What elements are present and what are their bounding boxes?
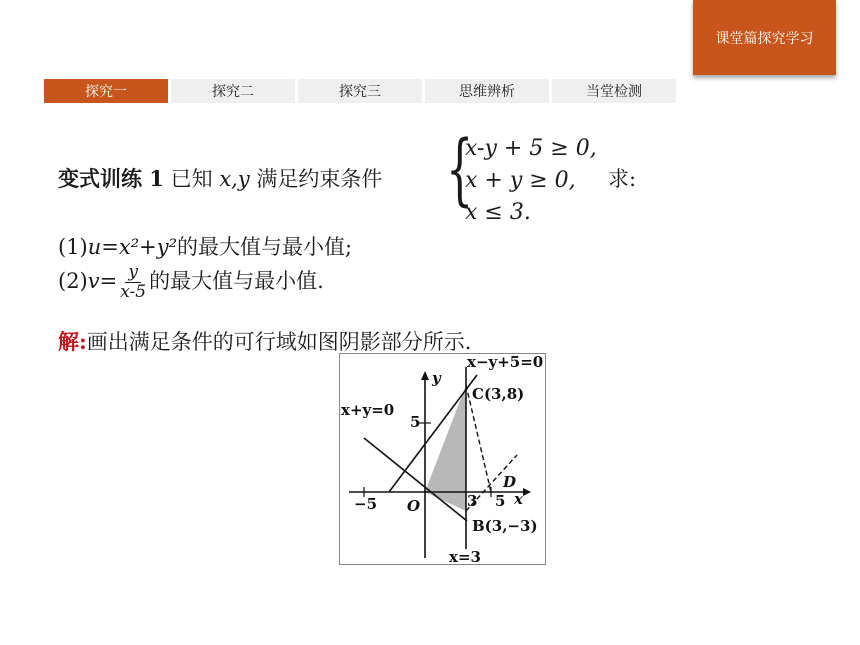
intro-vars: x,y [219,167,250,191]
q2-denominator: x-5 [120,282,147,302]
constraint-3: x ≤ 3. [465,200,531,225]
tab-reasoning[interactable]: 思维辨析 [425,79,549,103]
tab-explore-2[interactable]: 探究二 [171,79,295,103]
constraint-brace: { [446,125,474,215]
problem-title: 变式训练 1 [58,166,164,191]
label-origin: O [407,497,421,515]
q2-numerator: y [125,263,141,283]
tab-explore-3[interactable]: 探究三 [298,79,422,103]
solution-line [58,326,471,356]
problem-intro [58,163,382,193]
solution-label: 解: [58,329,87,354]
question-1 [58,231,352,261]
label-line2: x+y=0 [341,401,395,419]
q1-prefix: (1) [58,235,88,259]
q2-lhs: v= [87,269,118,293]
q1-text: 的最大值与最小值; [177,235,353,259]
q1-expr: u=x²+y² [87,235,178,259]
label-point-c: C(3,8) [472,385,525,403]
label-x-axis: x [514,490,523,508]
q2-prefix: (2) [58,269,88,293]
solution-text: 画出满足条件的可行域如图阴影部分所示. [86,330,472,354]
constraint-1: x-y + 5 ≥ 0, [465,136,597,161]
label-y-axis: y [432,369,441,387]
label-tick-x3: 3 [467,492,478,510]
intro-a: 已知 [170,167,213,191]
feasible-region-figure [339,353,547,567]
tab-check[interactable]: 当堂检测 [552,79,676,103]
q2-fraction [118,263,148,302]
label-tick-y5: 5 [410,413,421,431]
label-tick-x5: 5 [495,492,506,510]
label-line3: x=3 [449,548,481,566]
tab-bar [44,79,679,103]
intro-b: 满足约束条件 [256,167,383,191]
label-tick-xm5: −5 [354,495,378,513]
label-point-b: B(3,−3) [472,517,538,535]
q2-text: 的最大值与最小值. [149,269,324,293]
question-2 [58,263,324,302]
tab-explore-1[interactable]: 探究一 [44,79,168,103]
label-point-d: D [503,473,517,491]
ask-text: 求: [608,167,637,191]
section-badge: 课堂篇探究学习 [693,0,836,75]
label-line1: x−y+5=0 [467,353,544,371]
constraint-2: x + y ≥ 0, [465,168,576,193]
